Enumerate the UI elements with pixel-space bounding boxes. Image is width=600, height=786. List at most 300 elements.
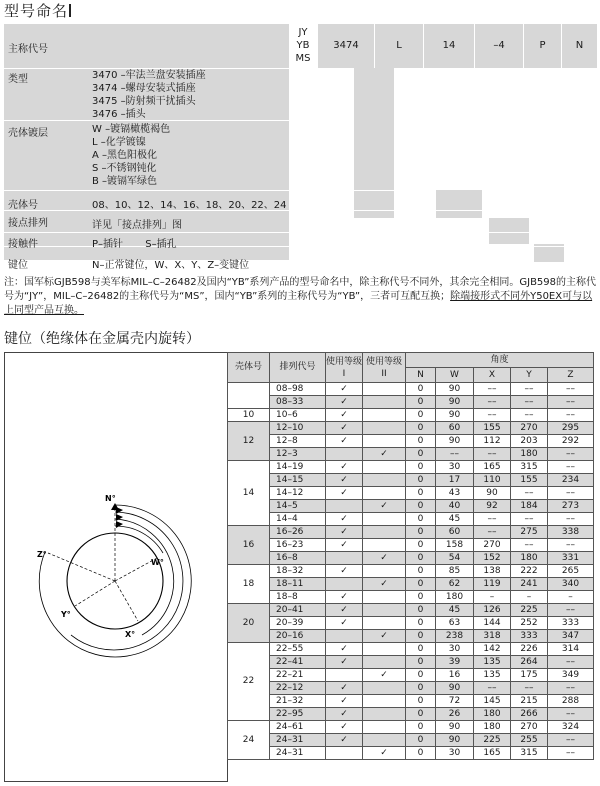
angle-n-cell: 0: [406, 721, 436, 734]
angle-y-cell: 226: [511, 643, 548, 656]
angle-y-cell: 266: [511, 708, 548, 721]
angle-z-cell: 340: [548, 578, 594, 591]
angle-z-cell: 347: [548, 630, 594, 643]
use-grade-2-cell: [363, 461, 406, 474]
angle-z-cell: ––: [548, 656, 594, 669]
arrangement-code-cell: 18–32: [270, 565, 326, 578]
angle-y-cell: ––: [511, 513, 548, 526]
table-row: [228, 630, 594, 643]
angle-z-cell: ––: [548, 396, 594, 409]
angle-z-cell: 295: [548, 422, 594, 435]
arrangement-values: 详见「接点排列」图: [92, 220, 182, 231]
angle-w-cell: 16: [436, 669, 474, 682]
angle-x-cell: 180: [474, 708, 511, 721]
arrangement-code-cell: 18–11: [270, 578, 326, 591]
table-row: [228, 500, 594, 513]
table-row: [228, 448, 594, 461]
angle-n-cell: 0: [406, 539, 436, 552]
angle-n-cell: 0: [406, 409, 436, 422]
angle-z-cell: ––: [548, 487, 594, 500]
page-title: 型号命名: [4, 0, 71, 21]
angle-y-cell: 270: [511, 422, 548, 435]
use-grade-1-cell: ✓: [326, 409, 363, 422]
table-row: [228, 747, 594, 760]
angle-x-cell: ––: [474, 409, 511, 422]
angle-z-cell: ––: [548, 461, 594, 474]
angle-w-cell: 60: [436, 422, 474, 435]
table-row: [228, 435, 594, 448]
shell-size-label: 壳体号: [8, 200, 38, 211]
use-grade-1-cell: ✓: [326, 591, 363, 604]
use-grade-2-cell: ✓: [363, 552, 406, 565]
example-main: 3474: [317, 24, 374, 68]
use-grade-2-cell: [363, 513, 406, 526]
header-use1: 使用等级 I: [326, 353, 363, 383]
header-use2: 使用等级 II: [363, 353, 406, 383]
use-grade-2-cell: [363, 591, 406, 604]
table-row: [228, 409, 594, 422]
plating-label: 壳体镀层: [8, 128, 48, 139]
keying-table: [227, 352, 594, 760]
angle-z-cell: 349: [548, 669, 594, 682]
angle-y-cell: 203: [511, 435, 548, 448]
table-row: [228, 604, 594, 617]
angle-n-cell: 0: [406, 643, 436, 656]
angle-y-cell: 315: [511, 747, 548, 760]
use-grade-2-cell: [363, 383, 406, 396]
use-grade-2-cell: [363, 487, 406, 500]
use-grade-2-cell: [363, 565, 406, 578]
angle-y-cell: ––: [511, 487, 548, 500]
table-row: [228, 591, 594, 604]
angle-w-cell: 85: [436, 565, 474, 578]
angle-z-cell: 324: [548, 721, 594, 734]
angle-z-cell: ––: [548, 734, 594, 747]
use-grade-1-cell: ✓: [326, 435, 363, 448]
angle-n-cell: 0: [406, 565, 436, 578]
angle-y-cell: 225: [511, 604, 548, 617]
main-code-label: 主称代号: [8, 44, 48, 55]
main-code-values: JY YB MS: [295, 27, 311, 64]
angle-x-cell: 110: [474, 474, 511, 487]
shell-size-cell: 10: [228, 409, 270, 422]
label-w: W°: [151, 558, 164, 567]
arrangement-code-cell: 22–12: [270, 682, 326, 695]
angle-w-cell: 43: [436, 487, 474, 500]
angle-w-cell: 45: [436, 604, 474, 617]
angle-y-cell: 333: [511, 630, 548, 643]
angle-n-cell: 0: [406, 474, 436, 487]
angle-y-cell: 315: [511, 461, 548, 474]
use-grade-2-cell: [363, 695, 406, 708]
header-x: X: [474, 368, 511, 383]
shell-size-cell: [228, 383, 270, 409]
angle-y-cell: 252: [511, 617, 548, 630]
use-grade-2-cell: [363, 604, 406, 617]
arrangement-code-cell: 20–39: [270, 617, 326, 630]
shell-size-cell: 18: [228, 565, 270, 604]
angle-w-cell: 238: [436, 630, 474, 643]
header-w: W: [436, 368, 474, 383]
arrangement-code-cell: 14–4: [270, 513, 326, 526]
use-grade-2-cell: [363, 409, 406, 422]
angle-w-cell: ––: [436, 448, 474, 461]
angle-z-cell: ––: [548, 409, 594, 422]
header-code: 排列代号: [270, 353, 326, 383]
angle-w-cell: 90: [436, 721, 474, 734]
angle-y-cell: 222: [511, 565, 548, 578]
keying-diagram-svg: [5, 353, 227, 781]
use-grade-1-cell: [326, 448, 363, 461]
angle-x-cell: 135: [474, 656, 511, 669]
angle-x-cell: ––: [474, 526, 511, 539]
angle-z-cell: 273: [548, 500, 594, 513]
angle-n-cell: 0: [406, 500, 436, 513]
angle-x-cell: 112: [474, 435, 511, 448]
use-grade-2-cell: ✓: [363, 578, 406, 591]
angle-x-cell: 145: [474, 695, 511, 708]
angle-w-cell: 158: [436, 539, 474, 552]
shell-size-cell: 24: [228, 721, 270, 760]
angle-x-cell: 318: [474, 630, 511, 643]
use-grade-1-cell: [326, 747, 363, 760]
table-row: [228, 552, 594, 565]
angle-z-cell: –: [548, 591, 594, 604]
angle-w-cell: 30: [436, 747, 474, 760]
angle-w-cell: 90: [436, 682, 474, 695]
label-x: X°: [125, 630, 136, 639]
angle-z-cell: ––: [548, 708, 594, 721]
angle-n-cell: 0: [406, 422, 436, 435]
angle-x-cell: –: [474, 591, 511, 604]
header-angle: 角度: [406, 353, 594, 368]
table-row: [228, 396, 594, 409]
plating-values: W –镀镉橄榄褐色 L –化学镀镍 A –黑色阳极化 S –不锈钢钝化 B –镀镉军绿色: [92, 124, 171, 187]
angle-n-cell: 0: [406, 604, 436, 617]
angle-y-cell: 215: [511, 695, 548, 708]
table-row: [228, 461, 594, 474]
angle-n-cell: 0: [406, 734, 436, 747]
angle-n-cell: 0: [406, 695, 436, 708]
angle-w-cell: 54: [436, 552, 474, 565]
angle-y-cell: 270: [511, 721, 548, 734]
angle-z-cell: ––: [548, 747, 594, 760]
table-row: [228, 578, 594, 591]
angle-w-cell: 30: [436, 643, 474, 656]
use-grade-1-cell: [326, 630, 363, 643]
table-row: [228, 617, 594, 630]
arrangement-code-cell: 12–10: [270, 422, 326, 435]
type-values: 3470 –牢法兰盘安装插座 3474 –螺母安装式插座 3475 –防射频干扰插头 3476 –插头: [92, 70, 206, 120]
shell-size-cell: 16: [228, 526, 270, 565]
angle-w-cell: 72: [436, 695, 474, 708]
angle-w-cell: 39: [436, 656, 474, 669]
arrangement-label: 接点排列: [8, 218, 48, 229]
angle-w-cell: 40: [436, 500, 474, 513]
use-grade-1-cell: ✓: [326, 396, 363, 409]
arrangement-code-cell: 24–31: [270, 747, 326, 760]
arrangement-code-cell: 24–31: [270, 734, 326, 747]
use-grade-1-cell: ✓: [326, 721, 363, 734]
use-grade-2-cell: ✓: [363, 747, 406, 760]
table-row: [228, 474, 594, 487]
angle-n-cell: 0: [406, 383, 436, 396]
angle-z-cell: 265: [548, 565, 594, 578]
use-grade-1-cell: ✓: [326, 617, 363, 630]
angle-n-cell: 0: [406, 708, 436, 721]
angle-z-cell: 292: [548, 435, 594, 448]
angle-y-cell: –: [511, 591, 548, 604]
angle-n-cell: 0: [406, 435, 436, 448]
use-grade-1-cell: [326, 578, 363, 591]
angle-w-cell: 60: [436, 526, 474, 539]
shell-size-cell: 22: [228, 643, 270, 721]
angle-n-cell: 0: [406, 617, 436, 630]
angle-x-cell: 152: [474, 552, 511, 565]
angle-x-cell: ––: [474, 396, 511, 409]
use-grade-1-cell: [326, 500, 363, 513]
angle-x-cell: ––: [474, 383, 511, 396]
arrangement-code-cell: 22–55: [270, 643, 326, 656]
angle-n-cell: 0: [406, 513, 436, 526]
arrangement-code-cell: 14–19: [270, 461, 326, 474]
angle-n-cell: 0: [406, 669, 436, 682]
angle-x-cell: 225: [474, 734, 511, 747]
table-row: [228, 643, 594, 656]
keying-diagram: [4, 352, 228, 782]
angle-y-cell: 275: [511, 526, 548, 539]
angle-x-cell: 180: [474, 721, 511, 734]
angle-x-cell: 270: [474, 539, 511, 552]
use-grade-2-cell: ✓: [363, 669, 406, 682]
use-grade-2-cell: ✓: [363, 500, 406, 513]
use-grade-1-cell: ✓: [326, 604, 363, 617]
angle-x-cell: 142: [474, 643, 511, 656]
angle-x-cell: 138: [474, 565, 511, 578]
angle-w-cell: 63: [436, 617, 474, 630]
angle-y-cell: 184: [511, 500, 548, 513]
example-shell: 14: [423, 24, 474, 68]
angle-y-cell: ––: [511, 539, 548, 552]
angle-x-cell: ––: [474, 513, 511, 526]
use-grade-1-cell: ✓: [326, 526, 363, 539]
angle-z-cell: 314: [548, 643, 594, 656]
angle-z-cell: ––: [548, 448, 594, 461]
arrangement-code-cell: 14–15: [270, 474, 326, 487]
angle-x-cell: 155: [474, 422, 511, 435]
angle-x-cell: 119: [474, 578, 511, 591]
angle-w-cell: 180: [436, 591, 474, 604]
angle-n-cell: 0: [406, 552, 436, 565]
angle-w-cell: 26: [436, 708, 474, 721]
use-grade-1-cell: ✓: [326, 695, 363, 708]
use-grade-2-cell: [363, 539, 406, 552]
table-row: [228, 565, 594, 578]
angle-y-cell: ––: [511, 409, 548, 422]
note: 注：国军标GJB598与美军标MIL–C–26482及国内“YB”系列产品的型号命名中，除主称代号不同外，其余完全相同。GJB598的主称代号为“JY”，MIL–C–26482的主称代号为“MS”，国内“YB”系列的主称代号为“YB”，三者可互配互换；除端接形式不同外Y50EX可与以上同型产品互换。: [4, 277, 597, 316]
use-grade-1-cell: ✓: [326, 422, 363, 435]
shell-size-values: 08、10、12、14、16、18、20、22、24: [92, 200, 287, 211]
angle-w-cell: 90: [436, 734, 474, 747]
angle-n-cell: 0: [406, 656, 436, 669]
table-row: [228, 734, 594, 747]
keying-table-body: [228, 383, 594, 760]
angle-w-cell: 90: [436, 409, 474, 422]
use-grade-1-cell: ✓: [326, 656, 363, 669]
example-arrangement: –4: [474, 24, 523, 68]
use-grade-1-cell: ✓: [326, 461, 363, 474]
use-grade-2-cell: [363, 643, 406, 656]
angle-x-cell: 92: [474, 500, 511, 513]
angle-w-cell: 90: [436, 396, 474, 409]
angle-z-cell: ––: [548, 383, 594, 396]
angle-y-cell: 180: [511, 448, 548, 461]
angle-n-cell: 0: [406, 578, 436, 591]
use-grade-1-cell: ✓: [326, 487, 363, 500]
angle-y-cell: ––: [511, 396, 548, 409]
use-grade-2-cell: [363, 422, 406, 435]
arrangement-code-cell: 22–41: [270, 656, 326, 669]
angle-z-cell: ––: [548, 682, 594, 695]
header-n: N: [406, 368, 436, 383]
angle-x-cell: ––: [474, 682, 511, 695]
keying-values: N–正常键位，W、X、Y、Z–变键位: [92, 260, 250, 271]
table-row: [228, 422, 594, 435]
use-grade-2-cell: ✓: [363, 630, 406, 643]
angle-n-cell: 0: [406, 526, 436, 539]
angle-y-cell: 241: [511, 578, 548, 591]
label-z: Z°: [37, 550, 47, 559]
arrangement-code-cell: 22–95: [270, 708, 326, 721]
shell-size-cell: 20: [228, 604, 270, 643]
use-grade-2-cell: [363, 734, 406, 747]
table-row: [228, 487, 594, 500]
angle-y-cell: 180: [511, 552, 548, 565]
angle-w-cell: 62: [436, 578, 474, 591]
angle-x-cell: 144: [474, 617, 511, 630]
angle-y-cell: 175: [511, 669, 548, 682]
table-row: [228, 669, 594, 682]
label-n: N°: [105, 494, 116, 503]
angle-x-cell: 165: [474, 461, 511, 474]
header-shell: 壳体号: [228, 353, 270, 383]
use-grade-2-cell: ✓: [363, 448, 406, 461]
contact-values: P–插针 S–插孔: [92, 239, 177, 250]
use-grade-1-cell: ✓: [326, 734, 363, 747]
arrangement-code-cell: 18–8: [270, 591, 326, 604]
use-grade-1-cell: ✓: [326, 565, 363, 578]
angle-z-cell: 288: [548, 695, 594, 708]
use-grade-1-cell: [326, 669, 363, 682]
angle-y-cell: ––: [511, 682, 548, 695]
angle-z-cell: 234: [548, 474, 594, 487]
table-row: [228, 721, 594, 734]
arrangement-code-cell: 12–8: [270, 435, 326, 448]
table-row: [228, 656, 594, 669]
shell-size-cell: 12: [228, 422, 270, 461]
arrangement-code-cell: 21–32: [270, 695, 326, 708]
arrangement-code-cell: 22–21: [270, 669, 326, 682]
use-grade-1-cell: [326, 552, 363, 565]
arrangement-code-cell: 08–33: [270, 396, 326, 409]
use-grade-2-cell: [363, 526, 406, 539]
angle-w-cell: 45: [436, 513, 474, 526]
table-row: [228, 682, 594, 695]
use-grade-2-cell: [363, 656, 406, 669]
keying-title: 键位（绝缘体在金属壳内旋转）: [4, 331, 200, 347]
keying-label: 键位: [8, 260, 28, 271]
angle-w-cell: 30: [436, 461, 474, 474]
use-grade-1-cell: ✓: [326, 643, 363, 656]
angle-n-cell: 0: [406, 487, 436, 500]
angle-y-cell: 155: [511, 474, 548, 487]
arrangement-code-cell: 10–6: [270, 409, 326, 422]
use-grade-1-cell: ✓: [326, 383, 363, 396]
angle-x-cell: 90: [474, 487, 511, 500]
table-row: [228, 695, 594, 708]
type-label: 类型: [8, 74, 28, 85]
table-row: [228, 513, 594, 526]
arrangement-code-cell: 08–98: [270, 383, 326, 396]
table-row: [228, 539, 594, 552]
angle-x-cell: 135: [474, 669, 511, 682]
arrangement-code-cell: 16–26: [270, 526, 326, 539]
use-grade-2-cell: [363, 435, 406, 448]
use-grade-2-cell: [363, 474, 406, 487]
angle-n-cell: 0: [406, 591, 436, 604]
angle-w-cell: 90: [436, 383, 474, 396]
angle-z-cell: 338: [548, 526, 594, 539]
arrangement-code-cell: 14–5: [270, 500, 326, 513]
angle-x-cell: 126: [474, 604, 511, 617]
use-grade-2-cell: [363, 708, 406, 721]
naming-block: [4, 24, 596, 271]
example-plating: L: [374, 24, 423, 68]
use-grade-2-cell: [363, 682, 406, 695]
arrangement-code-cell: 16–23: [270, 539, 326, 552]
angle-w-cell: 90: [436, 435, 474, 448]
use-grade-1-cell: ✓: [326, 513, 363, 526]
angle-n-cell: 0: [406, 461, 436, 474]
use-grade-1-cell: ✓: [326, 474, 363, 487]
use-grade-2-cell: [363, 617, 406, 630]
arrangement-code-cell: 16–8: [270, 552, 326, 565]
angle-n-cell: 0: [406, 396, 436, 409]
use-grade-1-cell: ✓: [326, 539, 363, 552]
angle-n-cell: 0: [406, 747, 436, 760]
header-z: Z: [548, 368, 594, 383]
contact-label: 接触件: [8, 239, 38, 250]
table-row: [228, 383, 594, 396]
label-y: Y°: [61, 610, 71, 619]
angle-z-cell: ––: [548, 539, 594, 552]
angle-z-cell: ––: [548, 513, 594, 526]
table-row: [228, 708, 594, 721]
arrangement-code-cell: 20–16: [270, 630, 326, 643]
use-grade-2-cell: [363, 721, 406, 734]
shell-size-cell: 14: [228, 461, 270, 526]
angle-n-cell: 0: [406, 630, 436, 643]
header-y: Y: [511, 368, 548, 383]
use-grade-2-cell: [363, 396, 406, 409]
example-keying: N: [561, 24, 597, 68]
angle-z-cell: ––: [548, 604, 594, 617]
arrangement-code-cell: 12–3: [270, 448, 326, 461]
angle-w-cell: 17: [436, 474, 474, 487]
angle-z-cell: 333: [548, 617, 594, 630]
table-row: [228, 526, 594, 539]
angle-x-cell: 165: [474, 747, 511, 760]
